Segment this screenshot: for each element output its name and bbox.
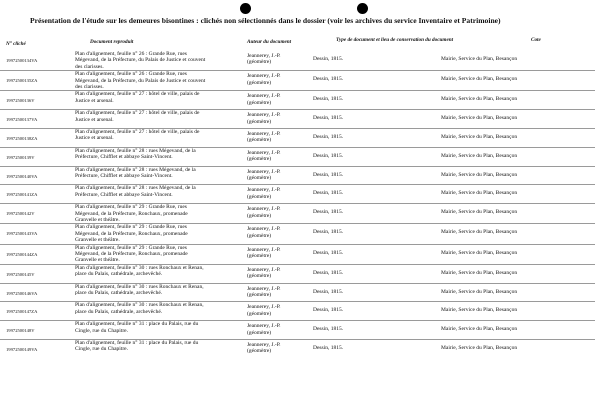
document-description-line: Granvelle et théâtre. <box>75 257 120 264</box>
document-author-line: (géomètre) <box>247 79 272 86</box>
document-author-line: Jeannerey, J.-P. <box>247 53 281 59</box>
table-row <box>0 71 595 91</box>
document-author-line: Jeannerey, J.-P. <box>247 323 281 330</box>
cliche-number: 19972500136V <box>6 98 35 104</box>
conservation-place: Mairie, Service du Plan, Besançon <box>441 307 518 314</box>
document-author-line: (géomètre) <box>247 329 272 336</box>
document-description-line: Plan d'alignement, feuille n° 27 : hôtel de ville, palais de <box>75 91 200 98</box>
document-author <box>247 169 313 182</box>
conservation-place: Mairie, Service du Plan, Besançon <box>441 209 518 216</box>
table-row <box>0 185 595 204</box>
table-row <box>0 264 595 283</box>
cliche-number: 19972500149VA <box>6 347 38 353</box>
document-author <box>247 206 313 219</box>
document-description-line: Plan d'alignement, feuille n° 28 : rues Mégevand, de la <box>75 166 196 173</box>
table-row <box>0 204 595 224</box>
document-author-line: (géomètre) <box>247 99 272 106</box>
table-row <box>0 283 595 302</box>
document-author-line: (géomètre) <box>247 193 272 200</box>
table-row <box>0 110 595 129</box>
table-row <box>0 244 595 264</box>
document-type: Dessin, 1815. <box>313 345 344 352</box>
conservation-place: Mairie, Service du Plan, Besançon <box>441 345 518 352</box>
document-type: Dessin, 1815. <box>313 76 344 83</box>
document-description-line: Plan d'alignement, feuille n° 31 : place du Palais, rue du <box>75 340 199 347</box>
document-author-line: (géomètre) <box>247 175 272 182</box>
table-row <box>0 129 595 148</box>
document-type: Dessin, 1815. <box>313 115 344 122</box>
cliche-number: 19972500144ZA <box>6 251 38 257</box>
table-row <box>0 91 595 110</box>
document-description-line: place du Palais, cathédrale, archevêché. <box>75 290 163 297</box>
col-header-auteur: Auteur du document <box>247 39 292 45</box>
document-author <box>247 53 313 66</box>
document-author-line: (géomètre) <box>247 253 272 260</box>
table-row <box>0 340 595 359</box>
document-description-line: Plan d'alignement, feuille n° 30 : rues Ronchaux et Renan, <box>75 283 204 290</box>
conservation-place: Mairie, Service du Plan, Besançon <box>441 190 518 197</box>
col-header-type: Type de document et lieu de conservation du document <box>336 37 454 43</box>
document-type: Dessin, 1815. <box>313 269 344 276</box>
cliche-number: 19972500134VA <box>6 58 38 63</box>
document-description-line: place du Palais, cathédrale, archevêché. <box>75 271 163 278</box>
document-author-line: Jeannerey, J.-P. <box>247 73 281 80</box>
table-row <box>0 51 595 71</box>
col-header-num: N° cliché <box>6 41 26 47</box>
document-description-line: Plan d'alignement, feuille n° 29 : Grande Rue, rues <box>75 204 187 211</box>
document-description-line: Mégevand, de la Préfecture, Ronchaux, promenade <box>75 230 188 237</box>
document-author-line: Jeannerey, J.-P. <box>247 226 281 233</box>
document-author <box>247 187 313 200</box>
document-author-line: (géomètre) <box>247 156 272 163</box>
document-type: Dessin, 1815. <box>313 56 344 62</box>
document-description-line: Justice et arsenal. <box>75 116 114 123</box>
document-type: Dessin, 1815. <box>313 288 344 295</box>
document-author-line: Jeannerey, J.-P. <box>247 93 281 100</box>
document-description-line: Mégevand, de la Préfecture, du Palais de Justice et couvent <box>75 57 206 64</box>
document-type: Dessin, 1815. <box>313 249 344 256</box>
document-author-line: Jeannerey, J.-P. <box>247 206 281 213</box>
document-author <box>247 226 313 239</box>
document-description-line: Granvelle et théâtre. <box>75 237 120 244</box>
document-description-line: Mégevand, de la Préfecture, du Palais de Justice et couvent <box>75 77 206 84</box>
document-type: Dessin, 1815. <box>313 152 344 159</box>
document-type: Dessin, 1815. <box>313 307 344 314</box>
cliche-number: 19972500145V <box>6 271 35 277</box>
document-description-line: Mégevand, de la Préfecture, Ronchaux, promenade <box>75 251 188 258</box>
document-type: Dessin, 1815. <box>313 190 344 197</box>
col-header-cote: Cote <box>531 37 541 43</box>
document-description-line: Plan d'alignement, feuille n° 29 : Grande Rue, rues <box>75 244 187 251</box>
document-description-line: Plan d'alignement, feuille n° 26 : Grande Rue, rues <box>75 51 187 57</box>
document-description-line: Granvelle et théâtre. <box>75 217 120 224</box>
cliche-number: 19972500140VA <box>6 173 38 179</box>
document-description-line: Justice et arsenal. <box>75 135 114 142</box>
document-description-line: place du Palais, cathédrale, archevêché. <box>75 308 163 315</box>
document-type: Dessin, 1815. <box>313 134 344 141</box>
cliche-number: 19972500146VA <box>6 290 38 296</box>
conservation-place: Mairie, Service du Plan, Besançon <box>441 152 518 159</box>
conservation-place: Mairie, Service du Plan, Besançon <box>441 288 518 295</box>
document-type: Dessin, 1815. <box>313 229 344 236</box>
conservation-place: Mairie, Service du Plan, Besançon <box>441 56 518 62</box>
document-author <box>247 73 313 86</box>
document-author-line: (géomètre) <box>247 292 272 299</box>
cliche-number: 19972500135ZA <box>6 78 38 84</box>
document-description-line: Plan d'alignement, feuille n° 28 : rues Mégevand, de la <box>75 147 196 154</box>
document-type: Dessin, 1815. <box>313 326 344 333</box>
document-description-line: Cingle, rue du Chapitre. <box>75 346 129 353</box>
document-description-line: Cingle, rue du Chapitre. <box>75 327 129 334</box>
document-description-line: Plan d'alignement, feuille n° 28 : rues Mégevand, de la <box>75 185 196 192</box>
document-description-line: Plan d'alignement, feuille n° 30 : rues Ronchaux et Renan, <box>75 302 204 309</box>
document-author <box>247 323 313 336</box>
col-header-doc: Document reproduit <box>90 39 134 45</box>
document-author <box>247 131 313 144</box>
conservation-place: Mairie, Service du Plan, Besançon <box>441 326 518 333</box>
document-author <box>247 93 313 106</box>
document-author-line: Jeannerey, J.-P. <box>247 168 281 175</box>
table-row <box>0 166 595 185</box>
table-row <box>0 321 595 340</box>
cliche-number: 19972500142V <box>6 211 35 217</box>
document-author <box>247 286 313 299</box>
clichés-table <box>0 51 595 358</box>
document-description-line: Justice et arsenal. <box>75 97 114 104</box>
cliche-number: 19972500139V <box>6 154 35 160</box>
document-author-line: Jeannerey, J.-P. <box>247 304 281 311</box>
page-title: Présentation de l'étude sur les demeures bisontines : clichés non sélectionnés dans le dossier (voir les archives du service Inventaire et Patrimoine) <box>30 16 501 25</box>
conservation-place: Mairie, Service du Plan, Besançon <box>441 96 518 103</box>
document-author-line: (géomètre) <box>247 273 272 280</box>
conservation-place: Mairie, Service du Plan, Besançon <box>441 171 518 178</box>
document-author-line: (géomètre) <box>247 212 272 219</box>
table-row <box>0 147 595 166</box>
document-description-line: Préfecture, Chifflet et abbaye Saint-Vincent. <box>75 154 173 161</box>
cliche-number: 19972500143VA <box>6 231 38 237</box>
document-type: Dessin, 1815. <box>313 171 344 178</box>
document-author <box>247 150 313 163</box>
document-description-line: Plan d'alignement, feuille n° 31 : place du Palais, rue du <box>75 321 199 328</box>
document-author-line: Jeannerey, J.-P. <box>247 131 281 138</box>
conservation-place: Mairie, Service du Plan, Besançon <box>441 134 518 141</box>
document-description-line: Mégevand, de la Préfecture, Ronchaux, promenade <box>75 210 188 217</box>
document-author-line: (géomètre) <box>247 310 272 317</box>
conservation-place: Mairie, Service du Plan, Besançon <box>441 115 518 122</box>
document-author-line: Jeannerey, J.-P. <box>247 187 281 194</box>
document-author-line: Jeannerey, J.-P. <box>247 285 281 292</box>
document-author <box>247 342 313 355</box>
cliche-number: 19972500147ZA <box>6 309 38 315</box>
document-author-line: (géomètre) <box>247 59 272 66</box>
document-description-line: des clarisses. <box>75 63 104 70</box>
cliche-number: 19972500148V <box>6 328 35 334</box>
document-description-line: Plan d'alignement, feuille n° 26 : Grande Rue, rues <box>75 71 187 78</box>
document-author-line: (géomètre) <box>247 137 272 144</box>
conservation-place: Mairie, Service du Plan, Besançon <box>441 249 518 256</box>
conservation-place: Mairie, Service du Plan, Besançon <box>441 229 518 236</box>
table-row <box>0 302 595 321</box>
cliche-number: 19972500137VA <box>6 117 38 123</box>
document-description-line: Préfecture, Chifflet et abbaye Saint-Vincent. <box>75 191 173 198</box>
document-author-line: (géomètre) <box>247 118 272 125</box>
document-description-line: Plan d'alignement, feuille n° 27 : hôtel de ville, palais de <box>75 110 200 117</box>
document-description-line: Plan d'alignement, feuille n° 30 : rues Ronchaux et Renan, <box>75 264 204 271</box>
document-description-line: Plan d'alignement, feuille n° 29 : Grande Rue, rues <box>75 224 187 231</box>
conservation-place: Mairie, Service du Plan, Besançon <box>441 76 518 83</box>
document-author <box>247 267 313 280</box>
document-author <box>247 247 313 260</box>
binder-hole-left <box>240 3 251 14</box>
document-author <box>247 304 313 317</box>
document-type: Dessin, 1815. <box>313 96 344 103</box>
document-description-line: Préfecture, Chifflet et abbaye Saint-Vincent. <box>75 173 173 180</box>
conservation-place: Mairie, Service du Plan, Besançon <box>441 269 518 276</box>
document-author-line: Jeannerey, J.-P. <box>247 266 281 273</box>
document-type: Dessin, 1815. <box>313 209 344 216</box>
document-description-line: Plan d'alignement, feuille n° 27 : hôtel de ville, palais de <box>75 129 200 136</box>
document-author-line: Jeannerey, J.-P. <box>247 246 281 253</box>
document-author <box>247 112 313 125</box>
cliche-number: 19972500138ZA <box>6 136 38 142</box>
document-author-line: Jeannerey, J.-P. <box>247 342 281 349</box>
document-author-line: (géomètre) <box>247 232 272 239</box>
table-row <box>0 224 595 244</box>
document-description-line: des clarisses. <box>75 84 104 91</box>
cliche-number: 19972500141ZA <box>6 192 38 198</box>
document-author-line: (géomètre) <box>247 348 272 355</box>
document-author-line: Jeannerey, J.-P. <box>247 112 281 119</box>
binder-hole-right <box>357 3 368 14</box>
document-author-line: Jeannerey, J.-P. <box>247 149 281 156</box>
